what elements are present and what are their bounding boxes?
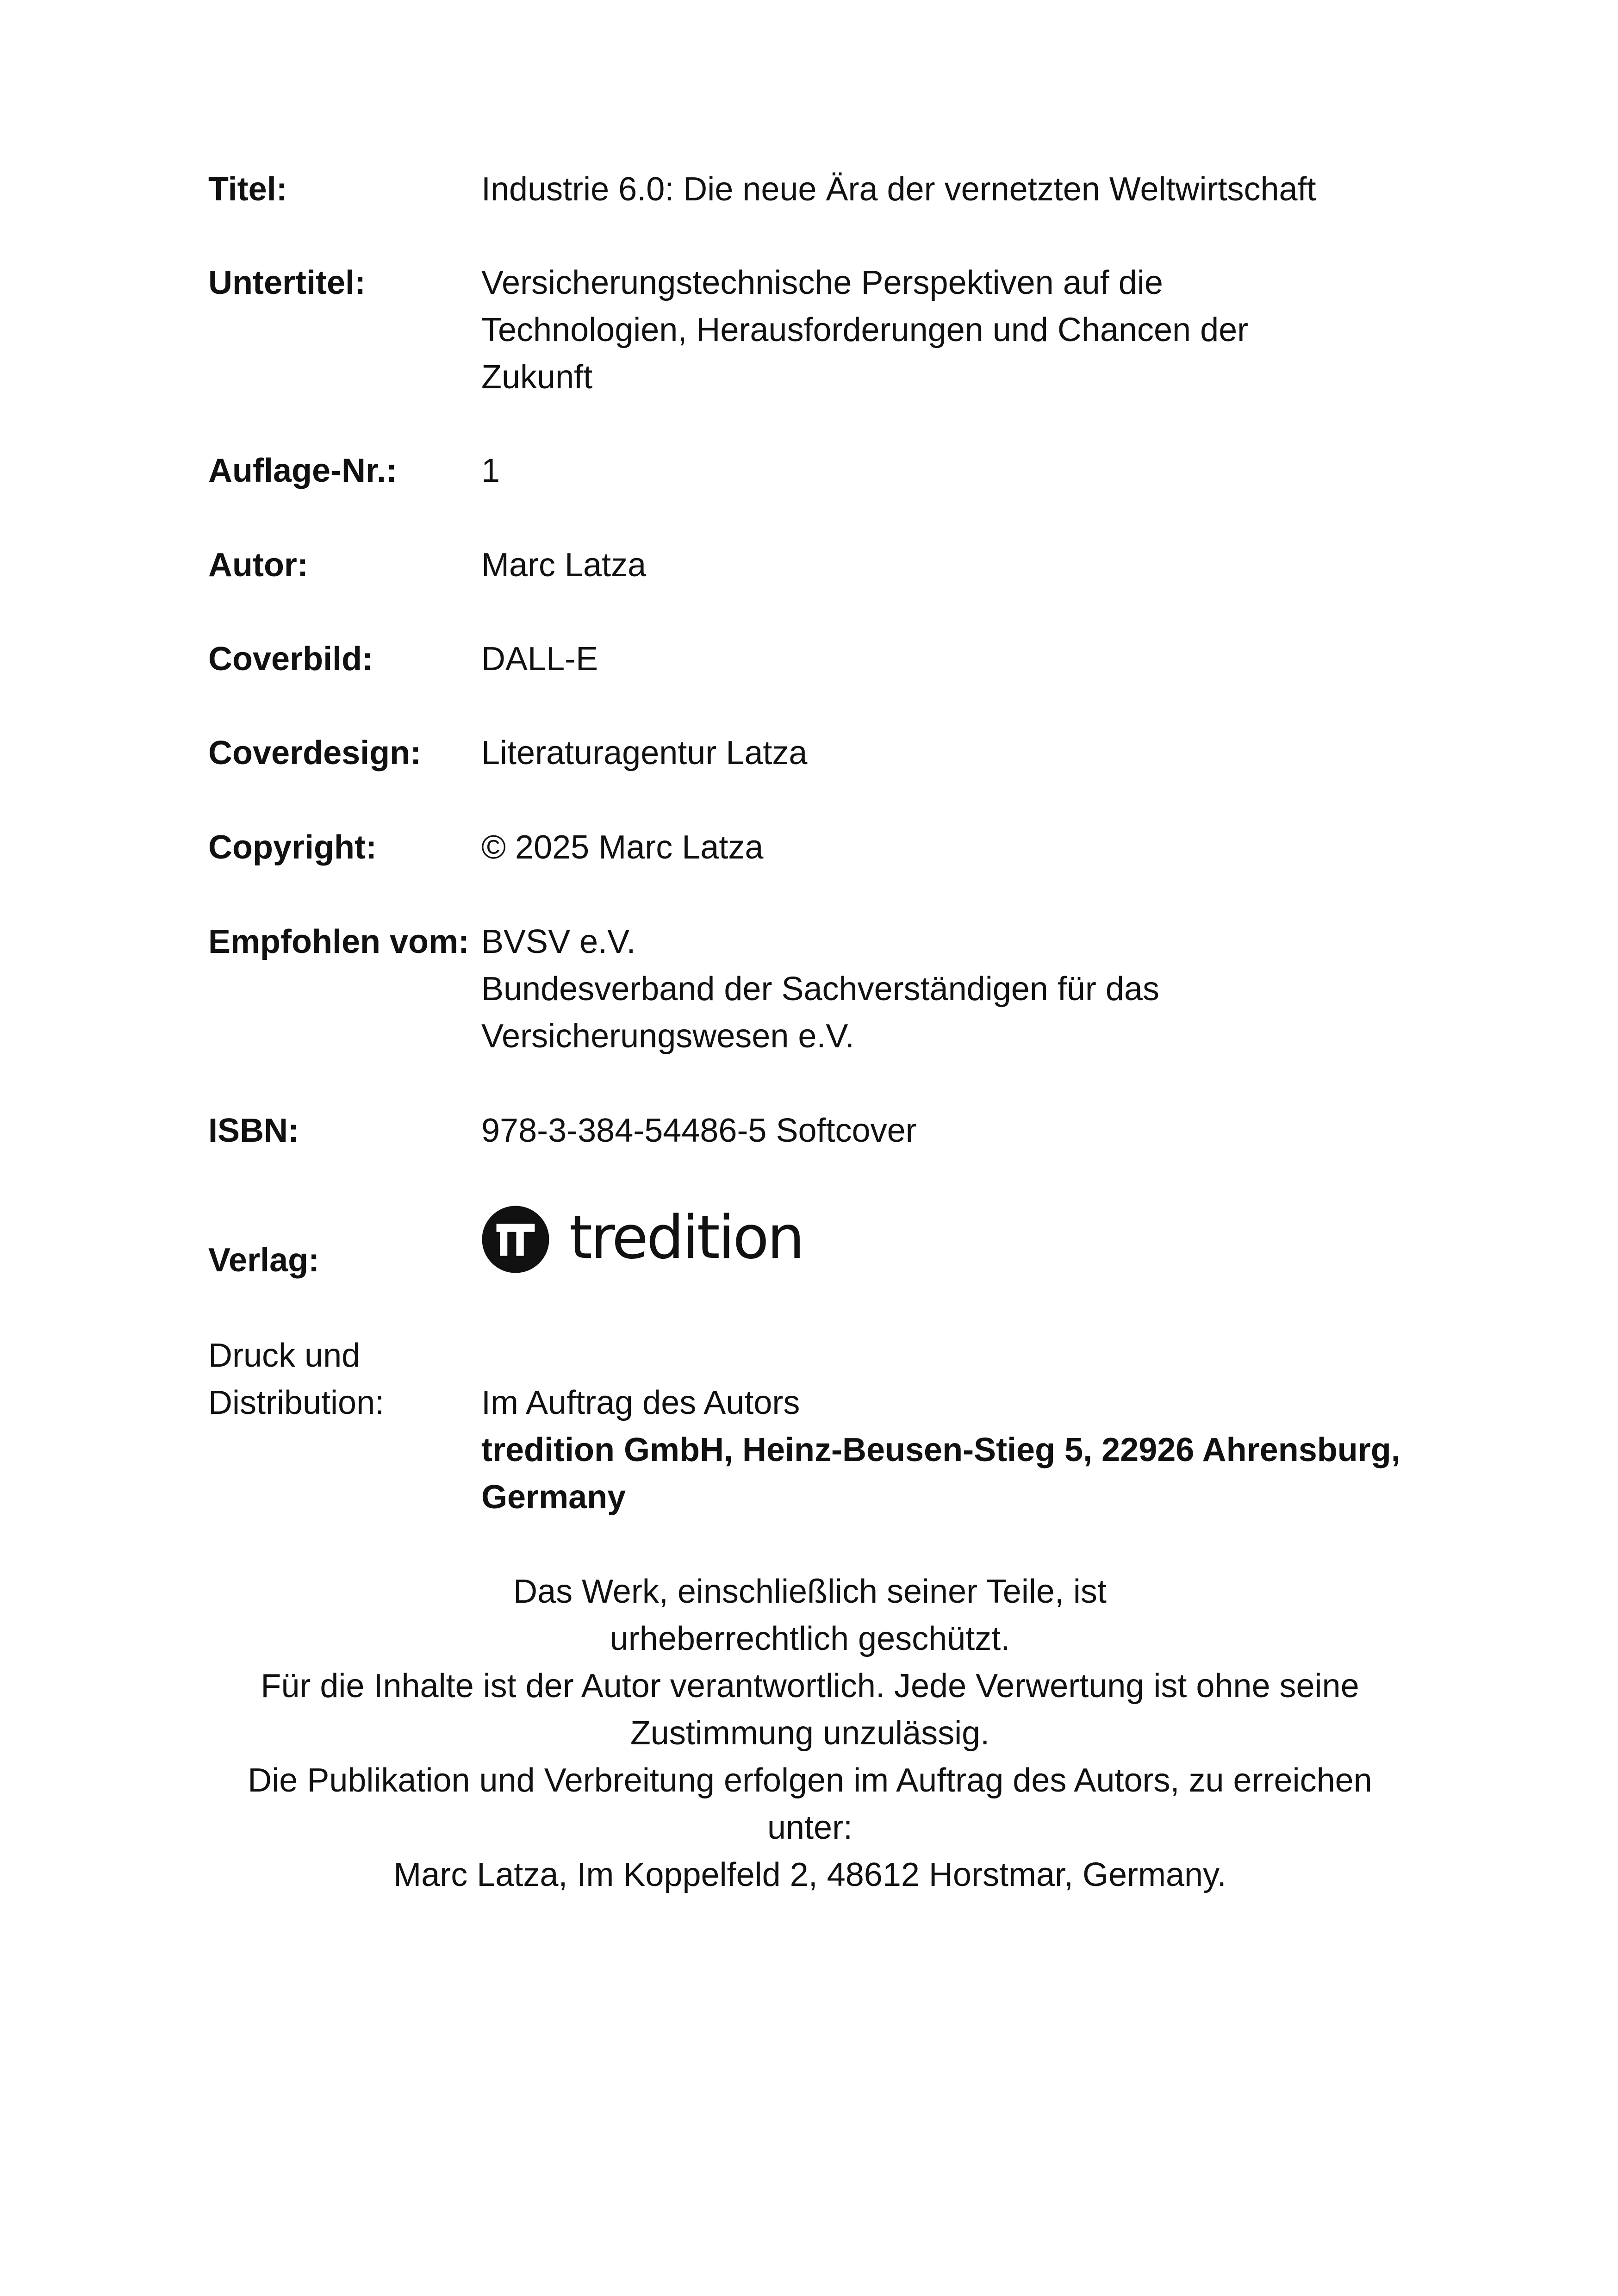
notice-line: Für die Inhalte ist der Autor verantwortlich. Jede Verwertung ist ohne seine [261, 1668, 1359, 1705]
label-druck-line: Distribution: [208, 1384, 385, 1421]
tredition-logo [481, 1203, 833, 1277]
value-titel [481, 166, 1453, 213]
value-untertitel [481, 259, 1453, 401]
label-copyright: Copyright: [208, 829, 377, 866]
label-isbn: ISBN: [208, 1112, 299, 1149]
value-empfohlen-line: BVSV e.V. [481, 923, 636, 960]
tredition-logo-icon [481, 1205, 550, 1274]
value-empfohlen [481, 918, 1453, 1060]
value-autor-text: Marc Latza [481, 547, 647, 584]
value-coverdesign [481, 729, 1453, 777]
label-coverbild: Coverbild: [208, 641, 373, 678]
label-auflage: Auflage-Nr.: [208, 452, 398, 489]
value-isbn-text: 978-3-384-54486-5 Softcover [481, 1112, 917, 1149]
value-untertitel-line: Versicherungstechnische Perspektiven auf die [481, 264, 1163, 301]
value-copyright [481, 824, 1453, 871]
value-druck-bold-line: tredition GmbH, Heinz-Beusen-Stieg 5, 22926 Ahrensburg, [481, 1431, 1400, 1468]
label-verlag: Verlag: [208, 1242, 320, 1279]
value-empfohlen-line: Bundesverband der Sachverständigen für das [481, 971, 1159, 1008]
label-druck [208, 1332, 481, 1426]
value-untertitel-line: Zukunft [481, 359, 593, 396]
value-auflage-text: 1 [481, 452, 500, 489]
value-untertitel-line: Technologien, Herausforderungen und Chancen der [481, 311, 1249, 348]
copyright-notice [208, 1568, 1412, 1898]
value-auflage [481, 447, 1453, 494]
label-druck-line: Druck und [208, 1337, 361, 1374]
value-coverdesign-text: Literaturagentur Latza [481, 734, 808, 772]
notice-line: urheberrechtlich geschützt. [610, 1620, 1010, 1657]
label-coverdesign: Coverdesign: [208, 734, 422, 772]
tredition-logo-text: tredition [569, 1203, 803, 1272]
label-autor: Autor: [208, 547, 308, 584]
value-titel-text: Industrie 6.0: Die neue Ära der vernetzten Weltwirtschaft [481, 171, 1316, 208]
value-copyright-text: © 2025 Marc Latza [481, 829, 764, 866]
value-coverbild [481, 635, 1453, 683]
label-empfohlen: Empfohlen vom: [208, 923, 470, 960]
notice-line: Das Werk, einschließlich seiner Teile, ist [513, 1573, 1107, 1610]
value-autor [481, 541, 1453, 589]
notice-line: Die Publikation und Verbreitung erfolgen im Auftrag des Autors, zu erreichen [248, 1762, 1372, 1799]
notice-line: Marc Latza, Im Koppelfeld 2, 48612 Horstmar, Germany. [393, 1856, 1226, 1893]
value-druck [481, 1379, 1453, 1521]
notice-line: unter: [767, 1809, 853, 1846]
notice-line: Zustimmung unzulässig. [630, 1715, 990, 1752]
value-isbn [481, 1107, 1453, 1154]
value-druck-bold-line: Germany [481, 1479, 626, 1516]
value-coverbild-text: DALL-E [481, 641, 598, 678]
value-druck-line: Im Auftrag des Autors [481, 1384, 800, 1421]
value-empfohlen-line: Versicherungswesen e.V. [481, 1018, 854, 1055]
label-titel: Titel: [208, 171, 287, 208]
label-untertitel: Untertitel: [208, 264, 366, 301]
